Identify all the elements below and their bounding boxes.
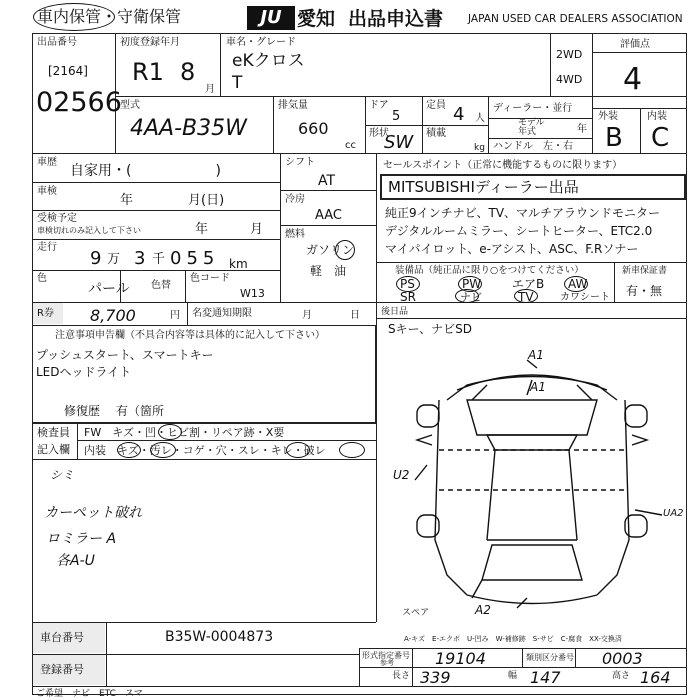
inspector-label-2: 記入欄	[37, 443, 70, 456]
car-model: eKクロス	[232, 51, 305, 71]
drive-4wd: 4WD	[556, 73, 583, 86]
registration-era-year: R1	[132, 58, 164, 86]
equip-aw-circle	[564, 276, 588, 292]
footer-text: ご希望 ナビ ETC スマ	[36, 689, 143, 699]
exterior-grade: B	[605, 123, 623, 153]
equip-seat: カワシート	[560, 292, 610, 303]
selling-line-2: デジタルルームミラー、シートヒーター、ETC2.0	[385, 224, 653, 238]
width-value: 147	[530, 668, 561, 687]
warranty-label: 新車保証書	[622, 266, 668, 276]
capacity-label: 定員	[426, 100, 446, 111]
history-value: 自家用・( )	[70, 163, 221, 179]
accessories-value: Sキー、ナビSD	[388, 322, 472, 336]
class-label: 類別区分番号	[526, 653, 574, 662]
recycle-label: R券	[37, 308, 54, 319]
model-code-label: 型式	[120, 100, 140, 111]
handwritten-note-3: ロミラー A	[46, 531, 117, 547]
equip-ps: PS	[400, 277, 415, 291]
warranty-options: 有・無	[626, 284, 663, 298]
damage-legend: A-キズ E-エクボ U-凹み W-補修跡 S-サビ C-腐食 XX-交換済	[404, 635, 622, 643]
inspector-label-1: 検査員	[37, 426, 70, 439]
width-label: 幅	[508, 671, 518, 681]
interior-label: 内装	[647, 111, 667, 122]
drive-2wd: 2WD	[556, 48, 583, 61]
notes-line-1: プッシュスタート、スマートキー	[36, 348, 214, 362]
car-grade: T	[232, 73, 243, 93]
capacity-unit: 人	[475, 113, 485, 124]
recycle-unit: 円	[170, 310, 180, 321]
stain-circle	[150, 442, 176, 458]
equip-tv: TV	[518, 290, 534, 304]
mileage-sen: 3	[134, 248, 146, 269]
cooling-label: 冷房	[285, 194, 305, 205]
handwritten-note-1: シミ	[50, 468, 75, 482]
form-title: 出品申込書	[348, 8, 444, 30]
color-label: 色	[37, 273, 47, 284]
exterior-label: 外装	[598, 111, 618, 122]
mileage-label: 走行	[37, 242, 57, 253]
length-label: 長さ	[392, 671, 411, 681]
equip-airbag: エアB	[512, 277, 545, 291]
cooling-value: AAC	[315, 208, 342, 223]
spare-label: スペア	[402, 608, 430, 618]
equip-sr: SR	[400, 290, 416, 304]
lot-sub-number: [2164]	[48, 64, 88, 78]
registration-month: 8	[180, 58, 196, 86]
selling-headline: MITSUBISHIディーラー出品	[388, 178, 579, 196]
equip-pw: PW	[462, 277, 482, 291]
delivery-note: 車検切れのみ記入して下さい	[37, 226, 141, 235]
lot-label: 出品番号	[37, 37, 77, 48]
dealer-label: ディーラー・並行	[493, 103, 573, 114]
car-name-label: 車名・グレード	[226, 37, 296, 48]
capacity-value: 4	[453, 104, 465, 125]
notes-label: 注意事項申告欄（不具合内容等は具体的に記入して下さい）	[55, 330, 325, 341]
selling-headline-box	[380, 174, 686, 200]
displacement-value: 660	[298, 119, 329, 138]
delivery-year: 年	[195, 222, 209, 237]
shape-value: SW	[384, 132, 414, 153]
loading-label: 積載	[426, 128, 446, 139]
registration-month-unit: 月	[205, 84, 215, 95]
accessories-label: 後日品	[381, 307, 409, 317]
fuel-label: 燃料	[285, 229, 305, 240]
history-label: 車歴	[37, 157, 57, 168]
scratch-circle	[117, 442, 141, 458]
inspector-int-row: 内装 キズ・汚レ・コゲ・穴・スレ・キレ・破レ	[84, 444, 326, 457]
model-year-unit: 年	[577, 124, 587, 135]
notes-line-2: LEDヘッドライト	[36, 365, 132, 379]
mileage-sen-unit: 千	[152, 252, 166, 267]
mileage-man-unit: 万	[107, 252, 121, 267]
mileage-man: 9	[90, 248, 102, 269]
form-subtitle: JAPAN USED CAR DEALERS ASSOCIATION	[468, 13, 683, 25]
lot-number: 02566	[36, 87, 122, 118]
type-cert-sub: 参考	[380, 659, 394, 667]
handwritten-note-4: 各A-U	[56, 553, 95, 569]
doors-value: 5	[392, 109, 401, 124]
equipment-label: 装備品（純正品に限り○をつけてください）	[395, 265, 584, 276]
damage-a1-hood: A1	[530, 380, 546, 394]
ju-logo	[247, 6, 295, 30]
model-code-value: 4AA-B35W	[130, 116, 247, 141]
storage-stamp-box	[33, 6, 238, 30]
color-value: パール	[88, 281, 130, 297]
selling-points-label: セールスポイント（正常に機能するものに限ります）	[383, 160, 623, 171]
damage-a2: A2	[475, 603, 491, 617]
name-notice-day: 日	[350, 310, 360, 321]
color-code: W13	[240, 287, 265, 300]
wear-circle	[286, 442, 310, 458]
repair-label: 修復歴	[64, 404, 101, 418]
fuel-gas-circle	[335, 240, 355, 260]
handwritten-note-2: カーペット破れ	[44, 505, 142, 521]
inspection-year: 年	[120, 193, 134, 208]
repair-value: 有（箇所	[116, 404, 165, 418]
storage-stamp: 車内保管・守衛保管	[37, 7, 182, 26]
equip-partial: ナビ	[460, 291, 482, 304]
fuel-diesel: 軽 油	[310, 264, 347, 278]
ju-logo-text: JU	[260, 7, 282, 28]
height-value: 164	[640, 668, 671, 687]
length-value: 339	[420, 668, 451, 687]
org-name: 愛知	[297, 8, 336, 30]
height-label: 高さ	[612, 671, 631, 681]
stamp-circle	[33, 3, 115, 31]
damage-ua2: UA2	[663, 508, 684, 519]
chassis-label: 車台番号	[40, 631, 84, 644]
inspection-month: 月(日)	[188, 193, 225, 208]
inspector-fw-row: FW キズ・凹・ヒビ割・リペア跡・X要	[84, 426, 285, 439]
displacement-label: 排気量	[278, 100, 308, 111]
selling-line-3: マイパイロット、e-アシスト、ASC、F.Rソナー	[385, 242, 639, 256]
registration-no-label: 登録番号	[40, 663, 84, 676]
shift-label: シフト	[285, 157, 315, 168]
registration-label: 初度登録年月	[120, 37, 180, 48]
loading-unit: kg	[474, 143, 485, 153]
mileage-unit: km	[229, 257, 248, 271]
type-cert-label: 形式指定番号	[362, 651, 410, 660]
selling-line-1: 純正9インチナビ、TV、マルチアラウンドモニター	[385, 206, 661, 220]
name-notice-month: 月	[302, 310, 312, 321]
delivery-label: 受検予定	[37, 213, 77, 224]
equip-tv-circle	[514, 289, 538, 303]
equip-aw: AW	[568, 277, 588, 291]
interior-grade: C	[651, 123, 670, 153]
recycle-value: 8,700	[90, 306, 136, 325]
rating-label: 評価点	[620, 39, 650, 50]
shape-label: 形状	[369, 128, 389, 139]
equip-partial-circle	[455, 289, 479, 303]
model-year-label: モデル 年式	[518, 118, 545, 137]
fuel-gas: ガソリン	[306, 243, 355, 257]
mileage-rest: 055	[170, 248, 220, 269]
inspection-label: 車検	[37, 186, 57, 197]
chassis-value: B35W-0004873	[165, 629, 274, 645]
class-value: 0003	[602, 649, 643, 668]
delivery-month: 月	[250, 222, 264, 237]
shift-value: AT	[318, 173, 336, 189]
doors-label: ドア	[369, 100, 389, 111]
damage-u2: U2	[393, 468, 410, 482]
torn-circle	[339, 442, 365, 458]
damage-a1-top: A1	[528, 348, 544, 362]
displacement-unit: cc	[345, 140, 356, 151]
type-cert-value: 19104	[435, 649, 486, 668]
dent-circle	[158, 424, 182, 440]
name-notice-label: 名変通知期限	[192, 308, 252, 319]
rating-score: 4	[623, 62, 643, 97]
color-code-label: 色コード	[190, 273, 230, 284]
color-change-label: 色替	[151, 280, 171, 291]
handle-label: ハンドル 左・右	[493, 141, 573, 152]
